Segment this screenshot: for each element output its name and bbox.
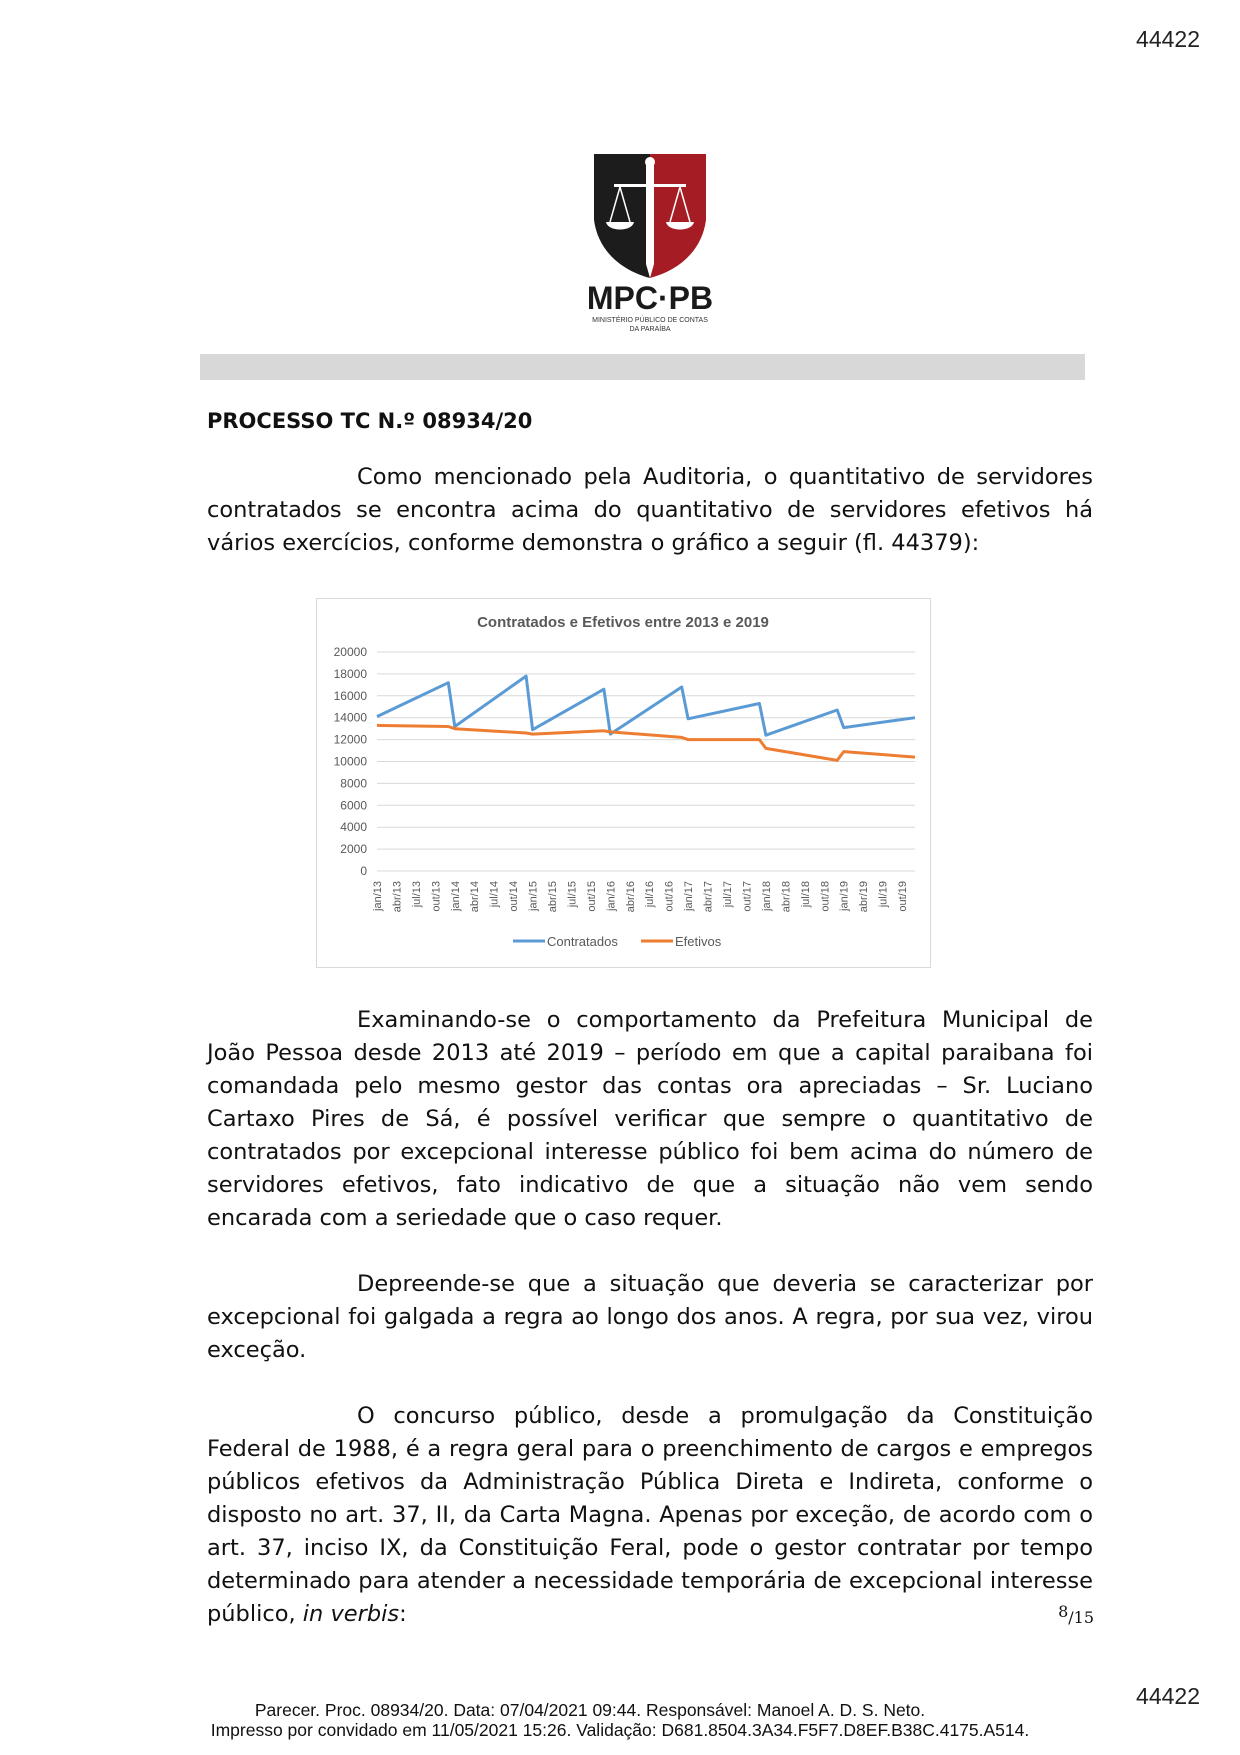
x-tick-label: jan/17 bbox=[683, 881, 696, 911]
x-tick-label: jan/18 bbox=[760, 881, 773, 911]
paragraph-3 bbox=[207, 1268, 1093, 1367]
y-tick-label: 14000 bbox=[333, 710, 367, 725]
paragraph-3-text: Depreende-se que a situação que deveria se caracterizar por excepcional foi galgada a regra ao longo dos anos. A regra, por sua vez, virou exceção. bbox=[207, 1271, 1093, 1363]
paragraph-2-text: Examinando-se o comportamento da Prefeitura Municipal de João Pessoa desde 2013 até 2019 – período em que a capital paraibana foi comandada pelo mesmo gestor das contas ora apreciadas – Sr. Luciano Cartaxo Pires de Sá, é possível verificar que sempre o quantitativo de contratados por excepcional interesse público foi bem acima do número de servidores efetivos, fato indicativo de que a situação não vem sendo encarada com a seriedade que o caso requer. bbox=[207, 1007, 1093, 1231]
x-tick-label: out/19 bbox=[897, 881, 910, 912]
footer-line2: Impresso por convidado em 11/05/2021 15:26. Validação: D681.8504.3A34.F5F7.D8EF.B38C.4175.A514. bbox=[210, 1720, 1030, 1740]
page-of-indicator bbox=[1058, 1602, 1094, 1627]
x-tick-label: out/13 bbox=[430, 881, 443, 912]
x-tick-label: out/17 bbox=[741, 881, 754, 912]
y-tick-label: 18000 bbox=[333, 666, 367, 681]
x-tick-label: abr/16 bbox=[624, 881, 637, 913]
x-tick-label: abr/19 bbox=[858, 881, 871, 913]
page-number-bottom: 44422 bbox=[1136, 1683, 1200, 1709]
process-title: PROCESSO TC N.º 08934/20 bbox=[207, 409, 533, 433]
shield-scales-icon bbox=[590, 150, 710, 280]
page-slash: / bbox=[1068, 1608, 1074, 1627]
page-number-top: 44422 bbox=[1136, 26, 1200, 52]
chart bbox=[316, 598, 931, 968]
logo-subtitle-line1: MINISTÉRIO PÚBLICO DE CONTAS bbox=[592, 317, 708, 324]
x-tick-label: jul/13 bbox=[410, 881, 423, 908]
y-tick-label: 20000 bbox=[333, 645, 367, 659]
y-tick-label: 10000 bbox=[333, 754, 367, 769]
footer bbox=[0, 1700, 1240, 1740]
x-tick-label: jul/14 bbox=[488, 881, 501, 908]
y-tick-label: 8000 bbox=[340, 776, 367, 791]
x-tick-label: out/18 bbox=[819, 881, 832, 912]
page-current: 8 bbox=[1058, 1602, 1069, 1621]
paragraph-4-text: O concurso público, desde a promulgação da Constituição Federal de 1988, é a regra geral para o preenchimento de cargos e empregos públicos efetivos da Administração Pública Direta e Indireta, conforme o disposto no art. 37, II, da Carta Magna. Apenas por exceção, de acordo com o art. 37, inciso IX, da Constituição Feral, pode o gestor contratar por tempo determinado para atender a necessidade temporária de excepcional interesse público, bbox=[207, 1403, 1093, 1627]
x-tick-label: abr/17 bbox=[702, 881, 715, 913]
series-line-contratados bbox=[377, 676, 915, 735]
x-tick-label: abr/18 bbox=[780, 881, 793, 913]
x-tick-label: jan/15 bbox=[527, 881, 540, 911]
paragraph-4-italic: in verbis bbox=[302, 1601, 400, 1627]
x-tick-label: abr/13 bbox=[391, 881, 404, 913]
header-divider-bar bbox=[200, 354, 1085, 380]
paragraph-4 bbox=[207, 1400, 1093, 1631]
x-tick-label: abr/15 bbox=[547, 881, 560, 913]
chart-title: Contratados e Efetivos entre 2013 e 2019 bbox=[477, 614, 769, 631]
y-tick-label: 2000 bbox=[340, 842, 367, 857]
x-tick-label: jul/15 bbox=[566, 881, 579, 908]
line-chart bbox=[317, 599, 930, 967]
y-tick-label: 16000 bbox=[333, 688, 367, 703]
legend-label-efetivos: Efetivos bbox=[675, 934, 722, 949]
x-tick-label: jul/17 bbox=[722, 881, 735, 908]
x-tick-label: jan/19 bbox=[838, 881, 851, 911]
footer-line1: Parecer. Proc. 08934/20. Data: 07/04/2021 09:44. Responsável: Manoel A. D. S. Neto. bbox=[254, 1700, 926, 1720]
logo-subtitle-line2: DA PARAÍBA bbox=[629, 326, 671, 333]
x-tick-label: jul/18 bbox=[799, 881, 812, 908]
x-tick-label: out/14 bbox=[508, 881, 521, 912]
paragraph-4-colon: : bbox=[399, 1601, 407, 1627]
x-tick-label: jan/14 bbox=[449, 881, 462, 911]
x-tick-label: out/15 bbox=[585, 881, 598, 912]
x-tick-label: abr/14 bbox=[469, 881, 482, 913]
logo-name: MPC·PB bbox=[586, 280, 714, 316]
x-tick-label: jan/13 bbox=[372, 881, 384, 911]
x-tick-label: jul/16 bbox=[644, 881, 657, 908]
y-tick-label: 6000 bbox=[340, 798, 367, 813]
x-tick-label: out/16 bbox=[663, 881, 676, 912]
paragraph-1 bbox=[207, 461, 1093, 560]
paragraph-1-text: Como mencionado pela Auditoria, o quantitativo de servidores contratados se encontra acima do quantitativo de servidores efetivos há vários exercícios, conforme demonstra o gráfico a seguir (fl. 44379): bbox=[207, 464, 1093, 556]
legend-label-contratados: Contratados bbox=[547, 934, 618, 949]
x-tick-label: jan/16 bbox=[605, 881, 618, 911]
mpc-pb-logo bbox=[580, 150, 720, 334]
y-tick-label: 0 bbox=[360, 864, 367, 878]
series-line-efetivos bbox=[377, 725, 915, 760]
x-tick-label: jul/19 bbox=[877, 881, 890, 908]
page-total: 15 bbox=[1073, 1608, 1094, 1627]
paragraph-2 bbox=[207, 1004, 1093, 1235]
y-tick-label: 12000 bbox=[333, 732, 367, 747]
y-tick-label: 4000 bbox=[340, 820, 367, 835]
